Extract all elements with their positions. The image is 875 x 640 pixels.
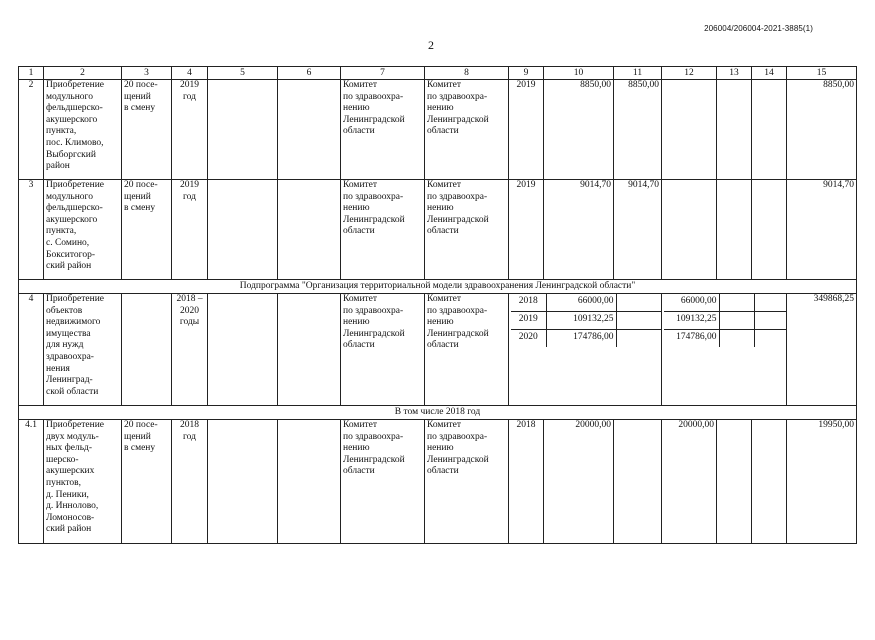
cell-line: по здравоохра-	[343, 305, 404, 316]
finance-year: 2020	[511, 330, 546, 348]
cell-line: по здравоохра-	[427, 91, 488, 102]
table-row	[19, 420, 857, 544]
row-number: 3	[19, 180, 44, 280]
cell-line: Ленинградской	[343, 214, 405, 225]
empty-cell	[719, 294, 754, 312]
empty-cell	[208, 80, 278, 180]
cell-line: 2020	[180, 305, 199, 316]
year-subrow	[511, 312, 662, 330]
cell-line: нению	[343, 103, 370, 114]
cell-line: щений	[124, 431, 151, 442]
column-number: 15	[787, 67, 857, 80]
cell-line: ский район	[46, 524, 92, 535]
cell-line: Комитет	[427, 420, 462, 430]
cell-line: Комитет	[343, 80, 378, 90]
column-number: 7	[341, 67, 425, 80]
cell-line: здравоохра-	[46, 351, 94, 362]
cell-line: Бокситогор-	[46, 249, 95, 260]
empty-cell	[717, 80, 752, 180]
column-number: 12	[662, 67, 717, 80]
column-number: 6	[278, 67, 341, 80]
cell-line: 2019	[180, 80, 199, 90]
cell-line: по здравоохра-	[343, 191, 404, 202]
row-number: 4	[19, 294, 44, 406]
cell-line: Комитет	[427, 294, 462, 304]
amount-column-15: 8850,00	[787, 80, 857, 180]
cell-line: Комитет	[427, 180, 462, 190]
including-year-row	[19, 406, 857, 420]
column-number: 8	[425, 67, 509, 80]
empty-cell	[752, 180, 787, 280]
empty-cell	[754, 330, 787, 348]
cell-line: нению	[427, 203, 454, 214]
program-table	[18, 66, 857, 544]
amount-column-15: 349868,25	[787, 294, 857, 406]
cell-line: 2018	[180, 420, 199, 430]
finance-year: 2019	[511, 312, 546, 330]
amount-column-15: 19950,00	[787, 420, 857, 544]
cell-line: Приобретение	[46, 180, 104, 190]
row-number: 2	[19, 80, 44, 180]
cell-line: по здравоохра-	[343, 91, 404, 102]
amount-total: 174786,00	[546, 330, 616, 348]
cell-line: области	[427, 126, 459, 137]
subprogram-title: Подпрограмма "Организация территориальной модели здравоохранения Ленинградской области"	[19, 280, 857, 294]
amount-regional: 174786,00	[664, 330, 719, 348]
amount-total: 9014,70	[544, 180, 614, 280]
empty-cell	[752, 420, 787, 544]
cell-line: нения	[46, 363, 70, 374]
cell-line: имущества	[46, 328, 91, 339]
object-name	[44, 294, 122, 406]
amount-regional: 66000,00	[680, 296, 717, 306]
cell-line: по здравоохра-	[427, 431, 488, 442]
cell-line: акушерского	[46, 114, 98, 125]
amount-total: 20000,00	[544, 420, 614, 544]
cell-line: Ленинградской	[427, 328, 489, 339]
cell-line: области	[343, 126, 375, 137]
cell-line: 20 посе-	[124, 80, 158, 90]
cell-line: год	[183, 431, 196, 442]
table-row	[19, 294, 857, 406]
cell-line: 2018 –	[176, 294, 203, 304]
cell-line: район	[46, 161, 70, 172]
amount-regional	[662, 180, 717, 280]
column-number: 4	[172, 67, 208, 80]
year-breakdown-12-14	[662, 294, 787, 406]
cell-line: пос. Климово,	[46, 137, 104, 148]
including-year-title: В том числе 2018 год	[19, 406, 857, 420]
year-subrow	[511, 294, 662, 312]
period	[172, 420, 208, 544]
empty-cell	[752, 80, 787, 180]
year-subrow	[664, 312, 787, 330]
column-number: 3	[122, 67, 172, 80]
period	[172, 180, 208, 280]
cell-line: области	[427, 340, 459, 351]
cell-line: акушерского	[46, 214, 98, 225]
cell-line: Ленинградской	[343, 328, 405, 339]
object-name	[44, 180, 122, 280]
capacity	[122, 294, 172, 406]
cell-line: области	[343, 226, 375, 237]
empty-cell	[616, 330, 662, 348]
cell-line: 2019	[180, 180, 199, 190]
column-number: 10	[544, 67, 614, 80]
cell-line: 20 посе-	[124, 420, 158, 430]
empty-cell	[719, 312, 754, 330]
year-subrow	[511, 330, 662, 348]
cell-line: щений	[124, 191, 151, 202]
cell-line: нению	[343, 203, 370, 214]
empty-cell	[717, 180, 752, 280]
empty-cell	[208, 294, 278, 406]
page-number: 2	[428, 38, 434, 52]
empty-cell	[754, 312, 787, 330]
cell-line: пункта,	[46, 126, 77, 137]
cell-line: Комитет	[427, 80, 462, 90]
period	[172, 294, 208, 406]
capacity	[122, 180, 172, 280]
finance-year: 2019	[509, 180, 544, 280]
table-row	[19, 80, 857, 180]
empty-cell	[717, 420, 752, 544]
capacity	[122, 80, 172, 180]
customer	[341, 180, 425, 280]
empty-cell	[278, 294, 341, 406]
empty-cell	[616, 294, 662, 312]
cell-line: 20 посе-	[124, 180, 158, 190]
column-number: 5	[208, 67, 278, 80]
cell-line: нению	[427, 103, 454, 114]
year-breakdown-9-11	[509, 294, 662, 406]
year-subrow	[664, 294, 787, 312]
cell-line: Приобретение	[46, 80, 104, 90]
column-number: 14	[752, 67, 787, 80]
cell-line: области	[343, 466, 375, 477]
cell-line: нению	[343, 317, 370, 328]
cell-line: фельдшерско-	[46, 203, 103, 214]
cell-line: Приобретение	[46, 294, 104, 304]
cell-line: Ленинградской	[427, 114, 489, 125]
column-number: 13	[717, 67, 752, 80]
empty-cell	[278, 420, 341, 544]
cell-line: Выборгский	[46, 149, 96, 160]
amount-total: 109132,25	[546, 312, 616, 330]
developer	[425, 294, 509, 406]
cell-line: объектов	[46, 305, 83, 316]
column-number: 11	[614, 67, 662, 80]
cell-line: в смену	[124, 203, 156, 214]
amount-regional: 20000,00	[662, 420, 717, 544]
cell-line: области	[343, 340, 375, 351]
cell-line: области	[427, 466, 459, 477]
cell-line: Комитет	[343, 420, 378, 430]
cell-line: ской области	[46, 386, 99, 397]
object-name	[44, 420, 122, 544]
empty-cell	[754, 294, 787, 312]
finance-year: 2018	[518, 296, 538, 306]
cell-line: д. Пеники,	[46, 489, 89, 500]
cell-line: Приобретение	[46, 420, 104, 430]
cell-line: Комитет	[343, 294, 378, 304]
column-number: 1	[19, 67, 44, 80]
cell-line: акушерских	[46, 466, 95, 477]
cell-line: пункта,	[46, 226, 77, 237]
year-subrow	[664, 330, 787, 348]
cell-line: в смену	[124, 443, 156, 454]
cell-line: ных фельд-	[46, 443, 93, 454]
cell-line: год	[183, 91, 196, 102]
cell-line: Ломоносов-	[46, 512, 95, 523]
cell-line: год	[183, 191, 196, 202]
empty-cell	[278, 180, 341, 280]
empty-cell	[719, 330, 754, 348]
cell-line: Ленинградской	[427, 454, 489, 465]
capacity	[122, 420, 172, 544]
cell-line: Ленинградской	[427, 214, 489, 225]
cell-line: фельдшерско-	[46, 103, 103, 114]
cell-line: пунктов,	[46, 477, 82, 488]
cell-line: по здравоохра-	[427, 191, 488, 202]
period	[172, 80, 208, 180]
empty-cell	[208, 180, 278, 280]
developer	[425, 80, 509, 180]
customer	[341, 294, 425, 406]
column-number: 9	[509, 67, 544, 80]
cell-line: Ленинград-	[46, 375, 93, 386]
table-row	[19, 180, 857, 280]
empty-cell	[278, 80, 341, 180]
cell-line: нению	[427, 317, 454, 328]
cell-line: Ленинградской	[343, 454, 405, 465]
cell-line: для нужд	[46, 340, 84, 351]
cell-line: годы	[179, 317, 200, 328]
cell-line: модульного	[46, 91, 93, 102]
cell-line: Комитет	[343, 180, 378, 190]
amount-federal: 9014,70	[614, 180, 662, 280]
subprogram-row	[19, 280, 857, 294]
cell-line: с. Сомино,	[46, 237, 90, 248]
empty-cell	[616, 312, 662, 330]
cell-line: по здравоохра-	[427, 305, 488, 316]
cell-line: шерско-	[46, 454, 79, 465]
cell-line: ский район	[46, 261, 92, 272]
customer	[341, 80, 425, 180]
amount-total: 8850,00	[544, 80, 614, 180]
cell-line: по здравоохра-	[343, 431, 404, 442]
cell-line: нению	[343, 443, 370, 454]
object-name	[44, 80, 122, 180]
finance-year: 2019	[509, 80, 544, 180]
empty-cell	[208, 420, 278, 544]
cell-line: в смену	[124, 103, 156, 114]
cell-line: щений	[124, 91, 151, 102]
finance-year: 2018	[509, 420, 544, 544]
cell-line: модульного	[46, 191, 93, 202]
column-number: 2	[44, 67, 122, 80]
document-id: 206004/206004-2021-3885(1)	[704, 24, 813, 33]
amount-regional: 109132,25	[664, 312, 719, 330]
amount-regional	[662, 80, 717, 180]
cell-line: д. Иннолово,	[46, 501, 99, 512]
cell-line: нению	[427, 443, 454, 454]
amount-total: 66000,00	[546, 294, 616, 312]
amount-federal	[614, 420, 662, 544]
amount-federal: 8850,00	[614, 80, 662, 180]
row-number: 4.1	[19, 420, 44, 544]
cell-line: Ленинградской	[343, 114, 405, 125]
developer	[425, 420, 509, 544]
cell-line: области	[427, 226, 459, 237]
column-number-row	[19, 67, 857, 80]
cell-line: двух модуль-	[46, 431, 99, 442]
customer	[341, 420, 425, 544]
amount-column-15: 9014,70	[787, 180, 857, 280]
developer	[425, 180, 509, 280]
cell-line: недвижимого	[46, 317, 101, 328]
